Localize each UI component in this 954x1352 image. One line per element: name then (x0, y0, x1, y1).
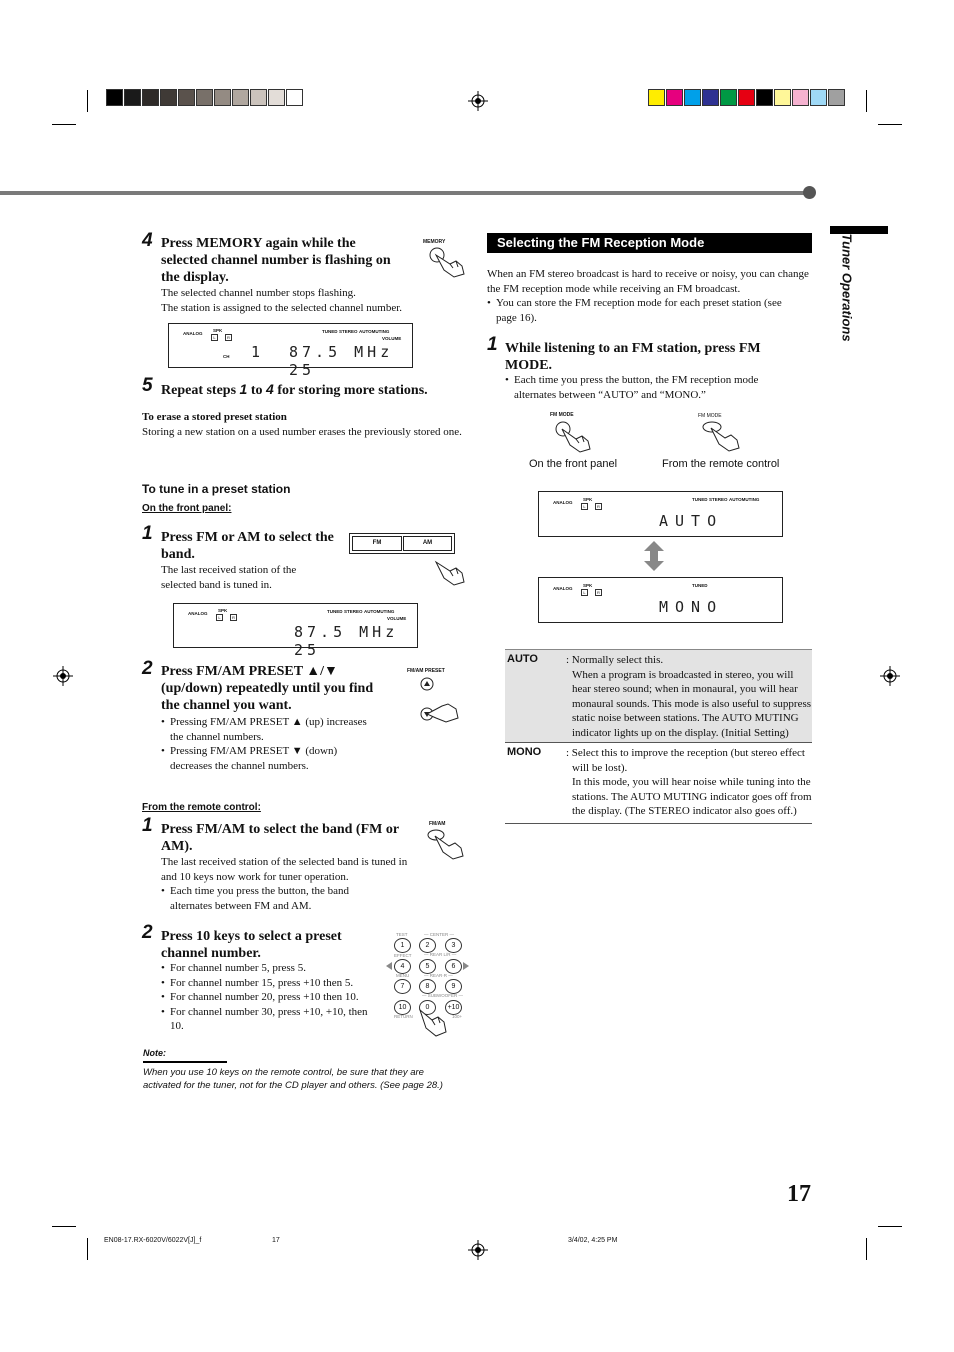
bullet-item: • Each time you press the button, the band alternates between FM and AM. (161, 884, 376, 913)
lcd-tuned: TUNED (327, 609, 343, 614)
color-swatch (286, 89, 303, 106)
bullet-item: • For channel number 5, press 5. (161, 961, 376, 976)
table-desc (566, 746, 812, 819)
header-rule-dot (803, 186, 816, 199)
button-label: FM MODE (550, 412, 574, 418)
color-swatch (666, 89, 683, 106)
step-bullets (161, 884, 376, 913)
am-button: AM (403, 536, 452, 551)
intro-bullets (487, 296, 805, 325)
key-label: RETURN (394, 1014, 413, 1019)
bullet-item: • For channel number 30, press +10, +10, then 10. (161, 1005, 376, 1034)
registration-target-icon (880, 666, 900, 686)
lcd-stereo: STEREO (344, 609, 363, 614)
hand-press-icon (428, 246, 470, 278)
key-6[interactable]: 6 (445, 959, 462, 974)
body-line: The selected channel number stops flashing. (161, 287, 356, 299)
step-title: Press FM/AM PRESET ▲/▼ (up/down) repeatedly until you find the channel you want. (161, 664, 374, 713)
lcd-spk: SPK (583, 583, 593, 588)
bullet-item: • Pressing FM/AM PRESET ▲ (up) increases the channel numbers. (161, 715, 371, 744)
color-swatch (124, 89, 141, 106)
lcd-analog: ANALOG (553, 586, 573, 591)
lcd-spk: SPK (218, 608, 228, 613)
step-number: 1 (487, 334, 498, 355)
bullet-item: • For channel number 15, press +10 then 5. (161, 976, 376, 991)
table-term: MONO (507, 746, 542, 758)
right-arrow-icon (463, 962, 469, 970)
color-swatch (756, 89, 773, 106)
step-number: 1 (142, 815, 153, 836)
button-label: FM/AM PRESET (407, 668, 445, 674)
section-heading: To tune in a preset station (142, 482, 291, 496)
note-rule (143, 1061, 227, 1063)
step-bullets (161, 715, 371, 773)
crop-mark (878, 124, 902, 125)
color-swatch (268, 89, 285, 106)
crop-mark (878, 1226, 902, 1227)
lcd-spk-l: L (581, 503, 588, 510)
step-text: to (247, 383, 267, 398)
step-number: 2 (142, 922, 153, 943)
key-1[interactable]: 1 (394, 938, 411, 953)
step-number: 2 (142, 658, 153, 679)
key-10[interactable]: 10 (394, 1000, 411, 1015)
lcd-display (168, 323, 413, 379)
lcd-tuned: TUNED (322, 329, 338, 334)
step-title: Press FM or AM to select the band. (161, 530, 334, 562)
body-line: The station is assigned to the selected channel number. (161, 301, 403, 314)
color-swatch (810, 89, 827, 106)
step-title (161, 381, 461, 399)
footer-file: EN08-17.RX-6020V/6022V[J]_f (104, 1237, 202, 1244)
lcd-stereo: STEREO (339, 329, 358, 334)
step-bullets (161, 961, 376, 1034)
color-swatch (232, 89, 249, 106)
fm-am-button-panel (349, 533, 455, 554)
lcd-volume: VOLUME (382, 336, 402, 341)
key-label: — REAR·R — (424, 973, 453, 978)
intro-text: When an FM stereo broadcast is hard to receive or noisy, you can change the FM reception mode while receiving an FM broadcast. (487, 268, 809, 295)
color-swatch (720, 89, 737, 106)
desc-line: When a program is broadcasted in stereo, you will hear stereo sound; when in monaural, you will hear monaural sounds. This mode is also useful to suppress static noise between stations. The AUTO MUTING indicator lights up on the display. (Initial Setting) (572, 668, 812, 739)
lcd-spk-r: R (225, 334, 232, 341)
lcd-automuting: AUTOMUTING (729, 497, 760, 502)
crop-mark (866, 90, 867, 112)
bullet-item: • Pressing FM/AM PRESET ▼ (down) decreases the channel numbers. (161, 744, 371, 773)
bullet-item: • Each time you press the button, the FM reception mode alternates between “AUTO” and “MONO.” (505, 373, 800, 402)
table-term: AUTO (507, 653, 538, 665)
color-swatch (792, 89, 809, 106)
step-title: While listening to an FM station, press FM MODE. (505, 341, 761, 373)
desc-line: : Select this to improve the reception (but stereo effect will be lost). (566, 747, 805, 774)
hand-press-icon (553, 419, 597, 453)
step-body: The last received station of the selected band is tuned in and 10 keys now work for tuner operation. (161, 856, 408, 883)
crop-mark (52, 124, 76, 125)
step-title: Press MEMORY again while the selected channel number is flashing on the display. (161, 236, 391, 285)
subheading: From the remote control: (142, 802, 261, 813)
fm-button: FM (352, 536, 402, 551)
color-swatch (738, 89, 755, 106)
step-body: The last received station of the selected band is tuned in. (161, 564, 297, 591)
figure-caption: On the front panel (529, 458, 618, 470)
key-label: EFFECT (394, 953, 412, 958)
subheading: On the front panel: (142, 503, 232, 514)
erase-heading: To erase a stored preset station (142, 411, 287, 423)
footer-page: 17 (272, 1237, 280, 1244)
erase-body: Storing a new station on a used number erases the previously stored one. (142, 426, 462, 438)
lcd-readout: MONO (659, 598, 724, 616)
header-rule (0, 191, 808, 195)
color-swatch (160, 89, 177, 106)
desc-line: In this mode, you will hear noise while tuning into the stations. The AUTO MUTING indicator goes off from the display. (The STEREO indicator also goes off.) (572, 776, 812, 817)
key-label: — CENTER — (424, 932, 455, 937)
step-ref: 4 (266, 381, 274, 397)
step-text: for storing more stations. (273, 383, 428, 398)
color-swatch (250, 89, 267, 106)
hand-press-icon (426, 828, 470, 860)
key-3[interactable]: 3 (445, 938, 462, 953)
lcd-spk-r: R (595, 589, 602, 596)
color-swatch (214, 89, 231, 106)
lcd-spk: SPK (213, 328, 223, 333)
page-number: 17 (787, 1181, 811, 1207)
button-label: FM/AM (429, 821, 446, 827)
bullet-item: • You can store the FM reception mode for each preset station (see page 16). (487, 296, 805, 325)
color-swatch (196, 89, 213, 106)
left-arrow-icon (386, 962, 392, 970)
lcd-display-mono (538, 577, 783, 623)
remote-keypad (386, 930, 470, 1042)
lcd-spk-l: L (216, 614, 223, 621)
lcd-tuned: TUNED (692, 497, 708, 502)
lcd-readout: AUTO (659, 512, 724, 530)
lcd-display-auto (538, 491, 783, 537)
color-swatch (142, 89, 159, 106)
registration-target-icon (53, 666, 73, 686)
lcd-analog: ANALOG (183, 331, 203, 336)
table-row (505, 649, 812, 743)
registration-target-icon (468, 1240, 488, 1260)
lcd-volume: VOLUME (387, 616, 407, 621)
note-body: When you use 10 keys on the remote control, be sure that they are activated for the tuner, not for the CD player and others. (See page 28.) (143, 1067, 443, 1091)
bullet-item: • For channel number 20, press +10 then 10. (161, 990, 376, 1005)
mode-table (505, 649, 812, 824)
registration-target-icon (468, 91, 488, 111)
key-plus10[interactable]: +10 (445, 1000, 462, 1015)
key-2[interactable]: 2 (419, 938, 436, 953)
color-swatch (828, 89, 845, 106)
key-4[interactable]: 4 (394, 959, 411, 974)
step-text: Repeat steps (161, 383, 240, 398)
figure-caption: From the remote control (662, 458, 780, 470)
lcd-tuned: TUNED (692, 583, 708, 588)
color-swatch (648, 89, 665, 106)
lcd-channel: 1 (251, 343, 265, 361)
color-swatch (178, 89, 195, 106)
lcd-automuting: AUTOMUTING (364, 609, 395, 614)
key-label: 100+ (452, 1014, 463, 1019)
key-label: — SUBWOOFER — (422, 993, 464, 998)
step-number: 4 (142, 230, 153, 251)
step-number: 5 (142, 375, 153, 396)
lcd-readout: 87.5 MHz 25 (289, 343, 394, 379)
color-swatch (106, 89, 123, 106)
color-swatch (684, 89, 701, 106)
lcd-spk-l: L (211, 334, 218, 341)
color-swatch (774, 89, 791, 106)
key-label: TEST (396, 932, 408, 937)
key-7[interactable]: 7 (394, 979, 411, 994)
lcd-spk-r: R (595, 503, 602, 510)
side-tab-label: Tuner Operations (839, 233, 855, 342)
key-9[interactable]: 9 (445, 979, 462, 994)
footer-date: 3/4/02, 4:25 PM (568, 1237, 618, 1244)
step-title: Press 10 keys to select a preset channel number. (161, 929, 342, 961)
key-label: MENU (396, 973, 410, 978)
table-desc (566, 653, 812, 740)
key-0[interactable]: 0 (419, 1000, 436, 1015)
section-title-bar: Selecting the FM Reception Mode (487, 233, 812, 253)
lcd-readout: 87.5 MHz 25 (294, 623, 399, 659)
crop-mark (87, 90, 88, 112)
key-5[interactable]: 5 (419, 959, 436, 974)
double-arrow-icon (643, 541, 665, 571)
key-label: — REAR L/R — (424, 952, 457, 957)
step-bullets (505, 373, 800, 402)
lcd-ch: CH (223, 354, 230, 359)
hand-press-icon (416, 1006, 452, 1038)
hand-press-icon (700, 420, 746, 452)
step-ref: 1 (239, 381, 248, 397)
crop-mark (52, 1226, 76, 1227)
crop-mark (866, 1238, 867, 1260)
key-8[interactable]: 8 (419, 979, 436, 994)
color-swatch (702, 89, 719, 106)
hand-press-icon (432, 556, 470, 586)
lcd-spk-l: L (581, 589, 588, 596)
lcd-automuting: AUTOMUTING (359, 329, 390, 334)
lcd-analog: ANALOG (188, 611, 208, 616)
step-body (161, 286, 461, 315)
lcd-display (173, 603, 418, 659)
button-label: FM MODE (698, 413, 722, 419)
table-row (505, 743, 812, 824)
step-title: Press FM/AM to select the band (FM or AM). (161, 822, 399, 854)
desc-line: : Normally select this. (566, 654, 664, 666)
button-label: MEMORY (423, 239, 446, 245)
lcd-analog: ANALOG (553, 500, 573, 505)
step-number: 1 (142, 523, 153, 544)
lcd-spk-r: R (230, 614, 237, 621)
lcd-stereo: STEREO (709, 497, 728, 502)
lcd-spk: SPK (583, 497, 593, 502)
note-heading: Note: (143, 1048, 166, 1058)
preset-up-down-buttons-icon (418, 676, 470, 724)
crop-mark (87, 1238, 88, 1260)
